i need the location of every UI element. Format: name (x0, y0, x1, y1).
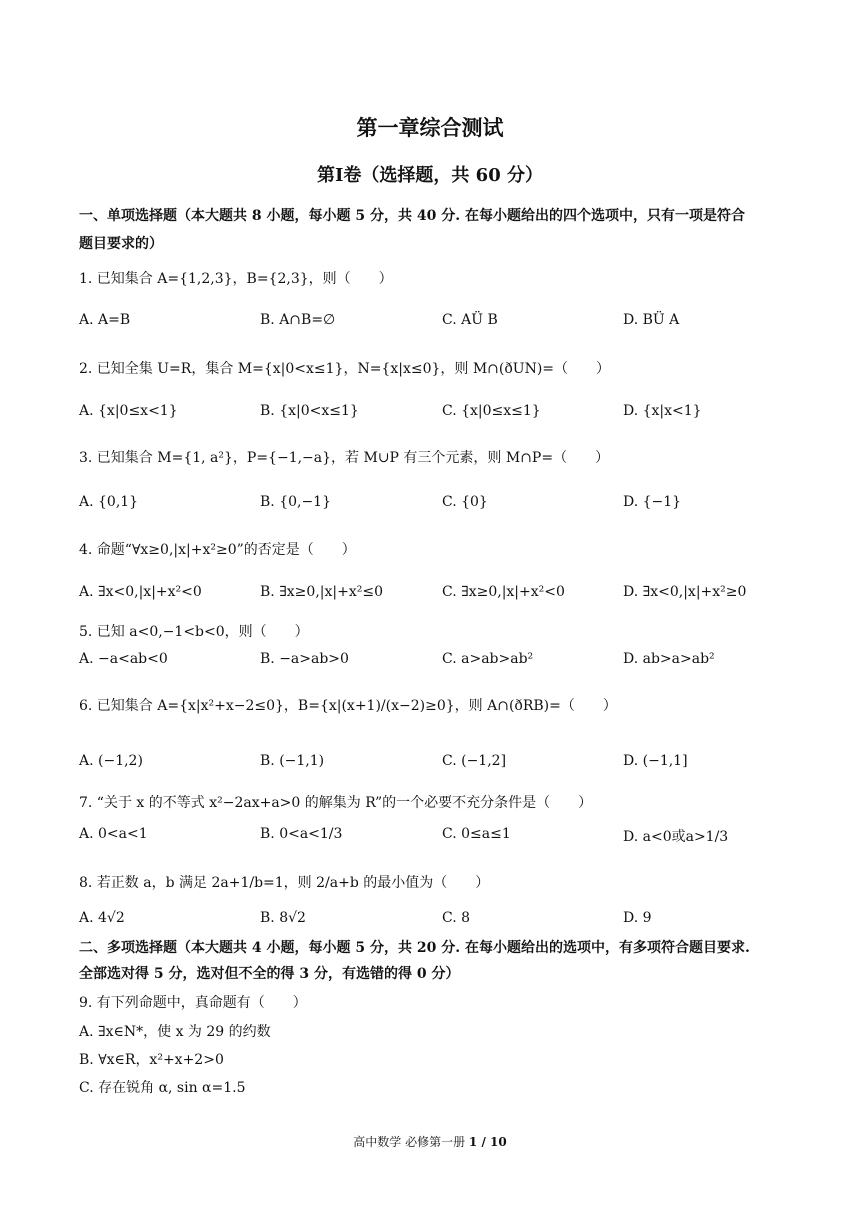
question-1-option-b: B. A∩B=∅ (260, 312, 336, 328)
section-1-heading-line-1: 一、单项选择题（本大题共 8 小题，每小题 5 分，共 40 分. 在每小题给出的四个选项中，只有一项是符合 (79, 208, 745, 224)
question-1: 1. 已知集合 A={1,2,3}，B={2,3}，则（ ） (79, 271, 393, 287)
question-6: 6. 已知集合 A={x|x²+x−2≤0}，B={x|(x+1)/(x−2)≥0}，则 A∩(ðRB)=（ ） (79, 698, 617, 714)
question-4-option-d: D. ∃x<0,|x|+x²≥0 (623, 584, 747, 600)
question-3-option-d: D. {−1} (623, 494, 682, 510)
question-5: 5. 已知 a<0,−1<b<0，则（ ） (79, 624, 309, 640)
question-3-option-a: A. {0,1} (79, 494, 139, 510)
question-8-option-c: C. 8 (442, 910, 471, 926)
question-6-option-d: D. (−1,1] (623, 753, 688, 769)
question-3: 3. 已知集合 M={1, a²}，P={−1,−a}，若 M∪P 有三个元素，则 M∩P=（ ） (79, 450, 610, 466)
question-8: 8. 若正数 a，b 满足 2a+1/b=1，则 2/a+b 的最小值为（ ） (79, 875, 490, 891)
question-5-option-b: B. −a>ab>0 (260, 651, 349, 667)
section-2-heading-line-1: 二、多项选择题（本大题共 4 小题，每小题 5 分，共 20 分. 在每小题给出的选项中，有多项符合题目要求. (79, 940, 750, 956)
question-9-option-b: B. ∀x∈R，x²+x+2>0 (79, 1052, 224, 1068)
question-1-option-a: A. A=B (79, 312, 131, 328)
question-7-option-d: D. a<0或a>1/3 (623, 829, 729, 845)
question-4-option-b: B. ∃x≥0,|x|+x²≤0 (260, 584, 383, 600)
question-2-option-d: D. {x|x<1} (623, 403, 702, 419)
question-3-option-c: C. {0} (442, 494, 488, 510)
question-4-option-c: C. ∃x≥0,|x|+x²<0 (442, 584, 565, 600)
question-7: 7. “关于 x 的不等式 x²−2ax+a>0 的解集为 R”的一个必要不充分条件是（ ） (79, 795, 593, 811)
page-title: 第一章综合测试 (356, 115, 504, 140)
question-1-option-c: C. AÜ B (442, 312, 498, 328)
page-subtitle: 第Ⅰ卷（选择题，共 60 分） (316, 165, 543, 186)
question-5-option-d: D. ab>a>ab² (623, 651, 715, 667)
question-2: 2. 已知全集 U=R，集合 M={x|0<x≤1}，N={x|x≤0}，则 M∩(ðUN)=（ ） (79, 361, 611, 377)
question-2-option-a: A. {x|0≤x<1} (79, 403, 178, 419)
page-footer (0, 1133, 860, 1150)
question-6-option-a: A. (−1,2) (79, 753, 143, 769)
question-4: 4. 命题“∀x≥0,|x|+x²≥0”的否定是（ ） (79, 542, 356, 558)
question-8-option-b: B. 8√2 (260, 910, 306, 926)
question-7-option-a: A. 0<a<1 (79, 826, 148, 842)
question-5-option-a: A. −a<ab<0 (79, 651, 168, 667)
question-7-option-b: B. 0<a<1/3 (260, 826, 343, 842)
question-9-option-c: C. 存在锐角 α, sin α=1.5 (79, 1080, 246, 1096)
footer-page-number: 1 / 10 (468, 1135, 507, 1149)
question-3-option-b: B. {0,−1} (260, 494, 331, 510)
footer-book-title: 高中数学 必修第一册 (353, 1135, 466, 1149)
question-6-option-b: B. (−1,1) (260, 753, 325, 769)
question-7-option-c: C. 0≤a≤1 (442, 826, 511, 842)
question-9: 9. 有下列命题中，真命题有（ ） (79, 995, 307, 1011)
question-2-option-b: B. {x|0<x≤1} (260, 403, 359, 419)
question-8-option-d: D. 9 (623, 910, 652, 926)
question-2-option-c: C. {x|0≤x≤1} (442, 403, 541, 419)
question-9-option-a: A. ∃x∈N*，使 x 为 29 的约数 (79, 1024, 271, 1040)
question-5-option-c: C. a>ab>ab² (442, 651, 534, 667)
question-8-option-a: A. 4√2 (79, 910, 125, 926)
section-2-heading-line-2: 全部选对得 5 分，选对但不全的得 3 分，有选错的得 0 分） (79, 966, 460, 982)
question-4-option-a: A. ∃x<0,|x|+x²<0 (79, 584, 202, 600)
section-1-heading-line-2: 题目要求的） (79, 236, 163, 252)
question-1-option-d: D. BÜ A (623, 312, 680, 328)
question-6-option-c: C. (−1,2] (442, 753, 507, 769)
